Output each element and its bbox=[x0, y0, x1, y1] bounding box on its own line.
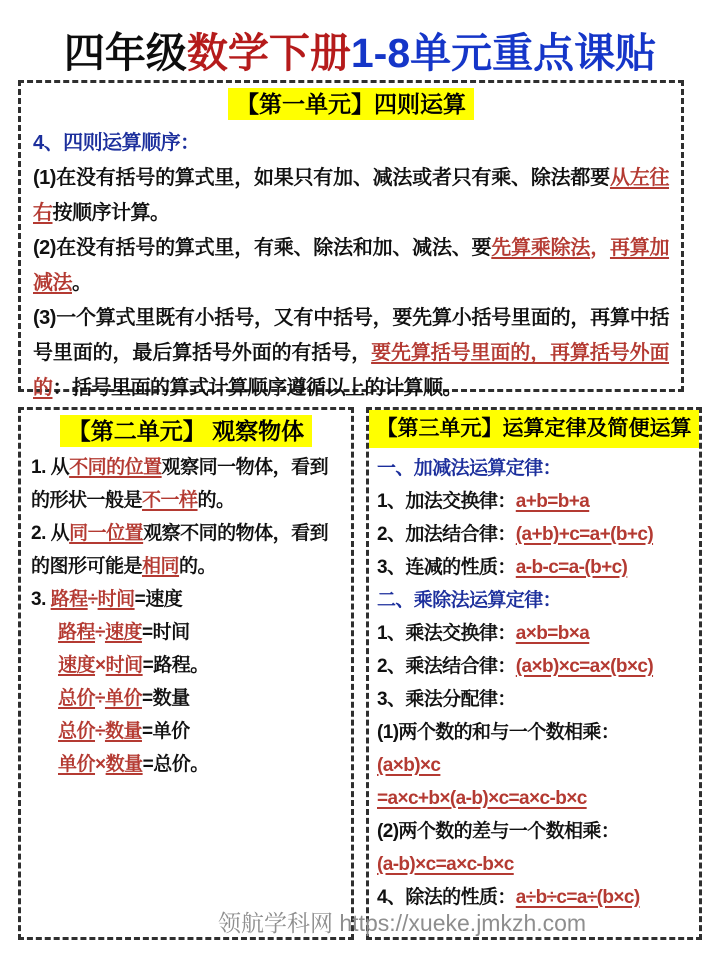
highlighted-term: 要先算括号里面的，再算括号外面的 bbox=[33, 342, 670, 399]
text-segment: 1、加法交换律： bbox=[377, 491, 516, 512]
highlighted-term: 路程 bbox=[50, 589, 88, 610]
text-segment: 1、乘法交换律： bbox=[377, 623, 516, 644]
highlighted-term: a×b=b×a bbox=[515, 623, 590, 644]
text-segment: 。 bbox=[72, 272, 92, 294]
highlighted-term: 单价 bbox=[58, 754, 96, 775]
text-segment: =数量 bbox=[141, 688, 190, 709]
text-line bbox=[377, 452, 691, 485]
text-segment: 2. 从 bbox=[31, 523, 70, 544]
highlighted-term: 从左往右 bbox=[33, 167, 670, 224]
highlighted-term: (a×b)×c=a×(b×c) bbox=[515, 656, 654, 677]
text-line bbox=[31, 583, 341, 616]
text-segment: 1. 从 bbox=[31, 457, 70, 478]
text-segment: 按顺序计算。 bbox=[52, 202, 170, 224]
text-segment: ÷ bbox=[87, 589, 98, 610]
unit2-heading: 【第二单元】 观察物体 bbox=[60, 415, 312, 447]
highlighted-term: 同一位置 bbox=[69, 523, 144, 544]
text-segment: × bbox=[95, 655, 106, 676]
text-line bbox=[31, 451, 341, 517]
text-line bbox=[377, 848, 691, 881]
highlighted-term: 再算加减法 bbox=[33, 237, 670, 294]
text-line bbox=[33, 301, 669, 406]
text-line bbox=[33, 161, 669, 231]
unit1-box bbox=[18, 80, 684, 399]
highlighted-term: 不一样 bbox=[142, 490, 198, 511]
text-segment: 3、乘法分配律： bbox=[377, 689, 516, 710]
text-segment: 一、加减法运算定律： bbox=[377, 458, 562, 479]
highlighted-term: 总价 bbox=[58, 688, 96, 709]
highlighted-term: 总价 bbox=[58, 721, 96, 742]
text-line bbox=[377, 584, 691, 617]
text-line bbox=[377, 815, 691, 848]
text-segment: 3. bbox=[31, 589, 51, 610]
text-line bbox=[31, 517, 341, 583]
text-segment: 二、乘除法运算定律： bbox=[377, 590, 562, 611]
text-segment: =总价。 bbox=[142, 754, 209, 775]
text-segment: =单价 bbox=[141, 721, 190, 742]
unit2-content bbox=[21, 447, 351, 781]
text-segment: ：括号里面的算式计算顺序遵循以上的计算顺。 bbox=[52, 377, 462, 399]
text-line bbox=[377, 485, 691, 518]
highlighted-term: 路程 bbox=[58, 622, 96, 643]
text-line bbox=[377, 683, 691, 716]
text-segment: ， bbox=[590, 237, 610, 259]
text-line bbox=[377, 551, 691, 584]
highlighted-term: 数量 bbox=[104, 721, 142, 742]
unit2-heading-row bbox=[21, 415, 351, 447]
text-segment: 观察同一物体，看到的形状一般是 bbox=[31, 457, 329, 511]
text-line bbox=[31, 748, 341, 781]
highlighted-term: 数量 bbox=[105, 754, 143, 775]
text-segment: (1)两个数的和与一个数相乘： bbox=[377, 722, 620, 743]
text-segment: ÷ bbox=[95, 688, 105, 709]
text-line bbox=[31, 715, 341, 748]
highlighted-term: 不同的位置 bbox=[69, 457, 162, 478]
highlighted-term: (a×b)×c bbox=[377, 755, 441, 776]
unit3-heading: 【第三单元】运算定律及简便运算 bbox=[369, 410, 699, 448]
text-segment: 2、乘法结合律： bbox=[377, 656, 516, 677]
highlighted-term: a÷b÷c=a÷(b×c) bbox=[515, 887, 640, 908]
text-segment: =时间 bbox=[141, 622, 190, 643]
text-line bbox=[31, 616, 341, 649]
text-line bbox=[377, 617, 691, 650]
text-segment: ÷ bbox=[95, 622, 105, 643]
unit1-content bbox=[21, 120, 681, 406]
page-title bbox=[0, 20, 720, 79]
page-title-units: 1-8单元重点课贴 bbox=[350, 30, 657, 76]
highlighted-term: 速度 bbox=[58, 655, 96, 676]
text-segment: =速度 bbox=[134, 589, 183, 610]
unit3-box bbox=[366, 407, 702, 940]
text-segment: ÷ bbox=[95, 721, 105, 742]
unit1-heading-row bbox=[21, 88, 681, 120]
unit3-heading-row bbox=[369, 410, 699, 448]
unit2-box bbox=[18, 407, 354, 940]
highlighted-term: 单价 bbox=[104, 688, 142, 709]
text-segment: 3、连减的性质： bbox=[377, 557, 516, 578]
unit3-content bbox=[369, 448, 699, 914]
text-line bbox=[33, 231, 669, 301]
highlighted-term: 相同 bbox=[142, 556, 180, 577]
text-line bbox=[377, 518, 691, 551]
text-line bbox=[33, 126, 669, 161]
highlighted-term: a-b-c=a-(b+c) bbox=[515, 557, 628, 578]
highlighted-term: 时间 bbox=[97, 589, 135, 610]
text-segment: 2、加法结合律： bbox=[377, 524, 516, 545]
page-title-grade: 四年级 bbox=[63, 30, 187, 76]
highlighted-term: 先算乘除法 bbox=[491, 237, 591, 259]
highlighted-term: 速度 bbox=[104, 622, 142, 643]
text-segment: 的。 bbox=[197, 490, 235, 511]
text-segment: 4、四则运算顺序： bbox=[33, 132, 200, 154]
highlighted-term: (a-b)×c=a×c-b×c bbox=[377, 854, 514, 875]
text-segment: × bbox=[95, 754, 106, 775]
text-segment: (1)在没有括号的算式里，如果只有加、减法或者只有乘、除法都要 bbox=[33, 167, 610, 189]
unit1-heading: 【第一单元】四则运算 bbox=[228, 88, 474, 120]
watermark: 领航学科网 https://xueke.jmkzh.com bbox=[218, 910, 587, 936]
page-title-subject: 数学下册 bbox=[186, 30, 351, 76]
highlighted-term: 时间 bbox=[105, 655, 143, 676]
text-segment: (2)在没有括号的算式里，有乘、除法和加、减法、要 bbox=[33, 237, 492, 259]
text-line bbox=[377, 716, 691, 749]
text-line bbox=[377, 782, 691, 815]
text-line bbox=[31, 649, 341, 682]
text-line bbox=[377, 650, 691, 683]
text-segment: 观察不同的物体，看到的图形可能是 bbox=[31, 523, 329, 577]
text-segment: 的。 bbox=[179, 556, 217, 577]
highlighted-term: =a×c+b×(a-b)×c=a×c-b×c bbox=[377, 788, 587, 809]
text-segment: 4、除法的性质： bbox=[377, 887, 516, 908]
highlighted-term: (a+b)+c=a+(b+c) bbox=[515, 524, 654, 545]
text-segment: (3)一个算式里既有小括号，又有中括号，要先算小括号里面的，再算中括号里面的，最后算括号外面的有括号， bbox=[33, 307, 669, 364]
text-line bbox=[377, 749, 691, 782]
text-line bbox=[31, 682, 341, 715]
text-segment: (2)两个数的差与一个数相乘： bbox=[377, 821, 620, 842]
highlighted-term: a+b=b+a bbox=[515, 491, 590, 512]
text-segment: =路程。 bbox=[142, 655, 209, 676]
